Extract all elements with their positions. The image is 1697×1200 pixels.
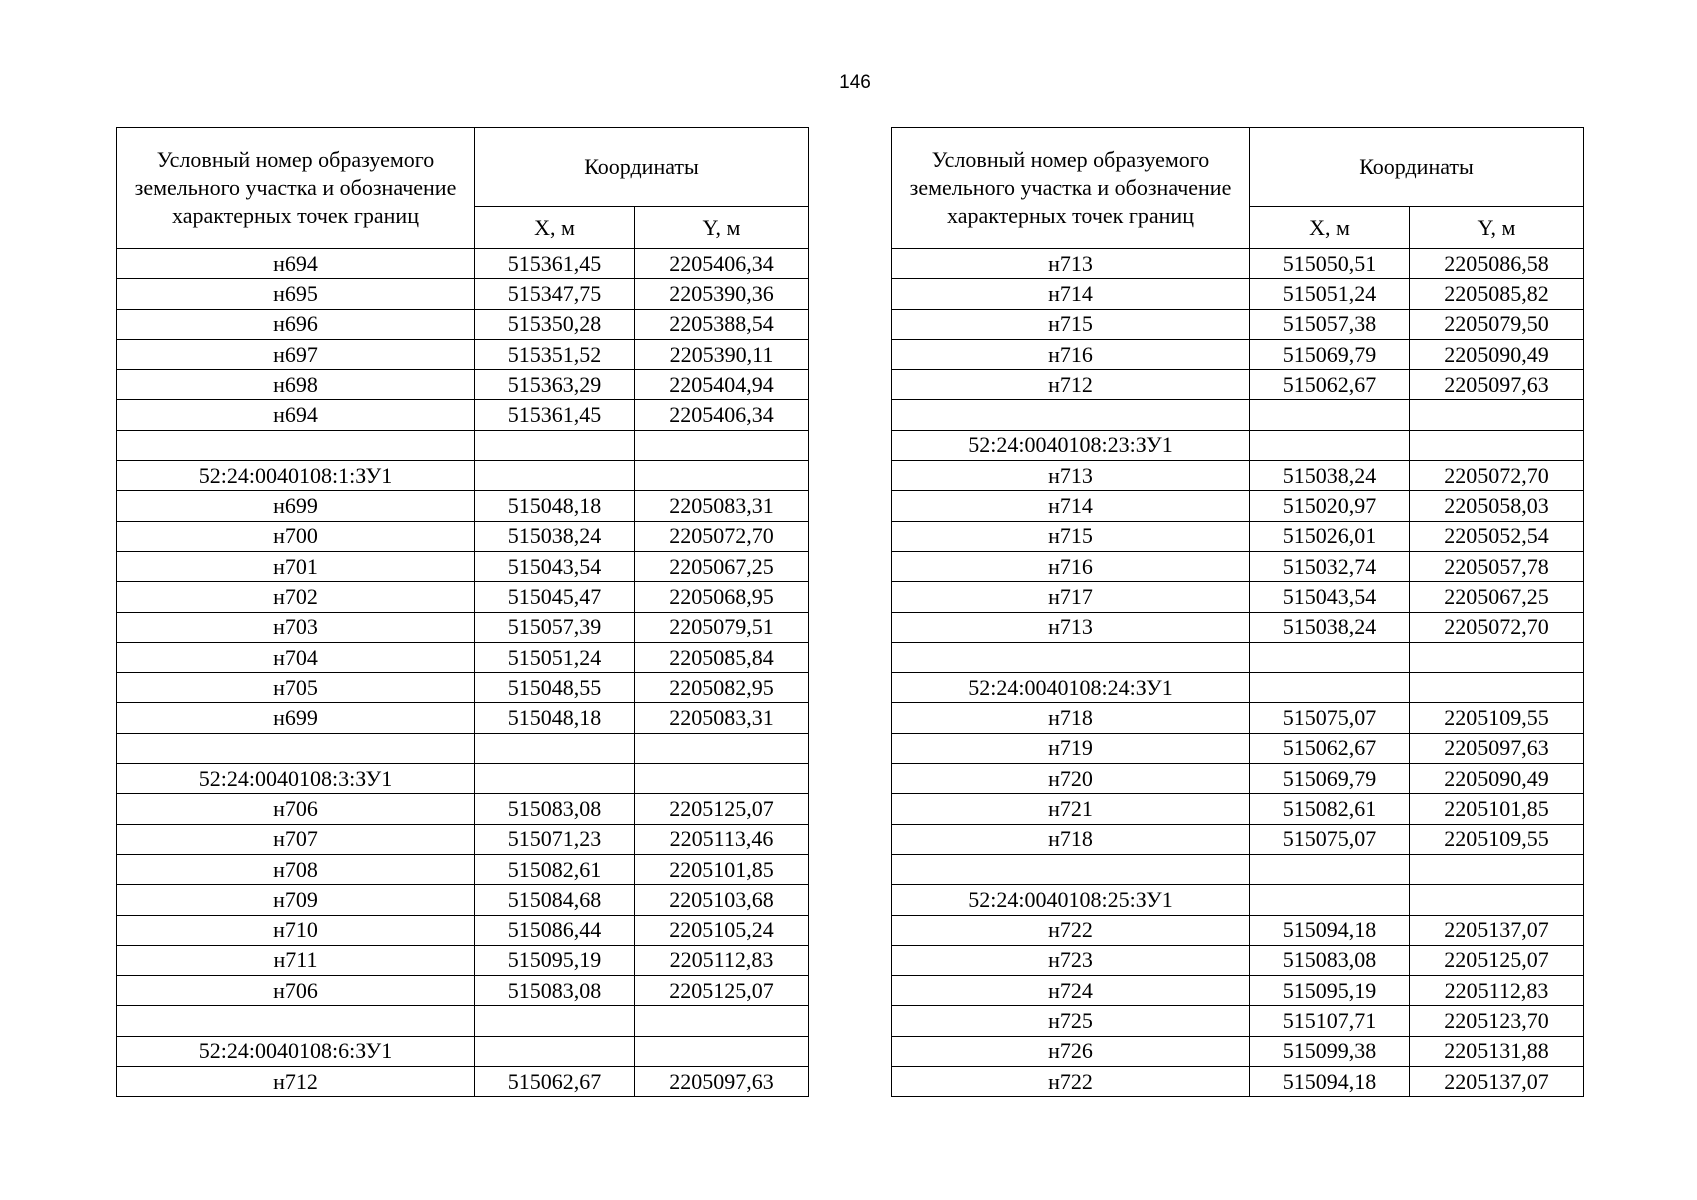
coordinates-table-left — [116, 127, 809, 1097]
point-label-cell: н723 — [892, 945, 1250, 975]
x-coordinate-cell — [1250, 642, 1410, 672]
point-label-cell: н712 — [117, 1067, 475, 1097]
point-label-cell: н696 — [117, 309, 475, 339]
table-row — [117, 764, 809, 794]
y-coordinate-cell: 2205112,83 — [1410, 976, 1584, 1006]
point-label-cell: 52:24:0040108:6:ЗУ1 — [117, 1036, 475, 1066]
x-coordinate-cell: 515084,68 — [475, 885, 635, 915]
y-coordinate-cell: 2205097,63 — [1410, 733, 1584, 763]
table-row — [892, 370, 1584, 400]
page-number: 146 — [839, 72, 871, 93]
x-coordinate-cell: 515351,52 — [475, 339, 635, 369]
table-row — [892, 521, 1584, 551]
x-coordinate-cell: 515095,19 — [475, 945, 635, 975]
point-label-cell: н699 — [117, 491, 475, 521]
x-coordinate-cell: 515043,54 — [1250, 582, 1410, 612]
table-row — [117, 703, 809, 733]
y-coordinate-cell — [635, 1006, 809, 1036]
table-row — [117, 521, 809, 551]
y-coordinate-cell: 2205067,25 — [1410, 582, 1584, 612]
point-label-cell: н720 — [892, 764, 1250, 794]
point-label-cell: н710 — [117, 915, 475, 945]
y-coordinate-cell: 2205097,63 — [1410, 370, 1584, 400]
x-coordinate-cell: 515350,28 — [475, 309, 635, 339]
table-row — [892, 915, 1584, 945]
y-coordinate-cell: 2205067,25 — [635, 551, 809, 581]
y-coordinate-cell: 2205123,70 — [1410, 1006, 1584, 1036]
x-coordinate-cell: 515094,18 — [1250, 1067, 1410, 1097]
table-row — [117, 370, 809, 400]
point-label-cell: н722 — [892, 915, 1250, 945]
point-label-cell — [117, 1006, 475, 1036]
y-coordinate-cell: 2205072,70 — [635, 521, 809, 551]
x-coordinate-cell: 515363,29 — [475, 370, 635, 400]
point-label-cell: н714 — [892, 491, 1250, 521]
table-row — [892, 461, 1584, 491]
x-coordinate-cell: 515083,08 — [1250, 945, 1410, 975]
y-coordinate-cell: 2205083,31 — [635, 491, 809, 521]
point-label-cell: н698 — [117, 370, 475, 400]
header-y: Y, м — [635, 207, 809, 249]
y-coordinate-cell: 2205404,94 — [635, 370, 809, 400]
point-label-cell: н713 — [892, 612, 1250, 642]
y-coordinate-cell: 2205109,55 — [1410, 824, 1584, 854]
table-row — [892, 491, 1584, 521]
table-row — [117, 915, 809, 945]
y-coordinate-cell — [635, 764, 809, 794]
table-row — [892, 885, 1584, 915]
x-coordinate-cell: 515095,19 — [1250, 976, 1410, 1006]
point-label-cell: н717 — [892, 582, 1250, 612]
table-row — [117, 249, 809, 279]
x-coordinate-cell: 515048,18 — [475, 491, 635, 521]
table-row — [117, 612, 809, 642]
x-coordinate-cell: 515107,71 — [1250, 1006, 1410, 1036]
y-coordinate-cell: 2205085,82 — [1410, 279, 1584, 309]
y-coordinate-cell: 2205072,70 — [1410, 612, 1584, 642]
x-coordinate-cell: 515062,67 — [1250, 733, 1410, 763]
y-coordinate-cell: 2205079,50 — [1410, 309, 1584, 339]
point-label-cell: н724 — [892, 976, 1250, 1006]
table-row — [892, 612, 1584, 642]
table-row — [117, 733, 809, 763]
x-coordinate-cell: 515094,18 — [1250, 915, 1410, 945]
table-row — [892, 794, 1584, 824]
point-label-cell: н709 — [117, 885, 475, 915]
point-label-cell: н714 — [892, 279, 1250, 309]
point-label-cell: н697 — [117, 339, 475, 369]
header-point-label: Условный номер образуемого земельного участка и обозначение характерных точек границ — [892, 128, 1250, 249]
table-row — [892, 945, 1584, 975]
header-x: X, м — [475, 207, 635, 249]
table-row — [117, 945, 809, 975]
y-coordinate-cell: 2205068,95 — [635, 582, 809, 612]
point-label-cell: н694 — [117, 400, 475, 430]
x-coordinate-cell: 515075,07 — [1250, 824, 1410, 854]
x-coordinate-cell: 515032,74 — [1250, 551, 1410, 581]
y-coordinate-cell: 2205406,34 — [635, 249, 809, 279]
y-coordinate-cell — [635, 430, 809, 460]
table-row — [117, 642, 809, 672]
point-label-cell: н713 — [892, 249, 1250, 279]
point-label-cell: н695 — [117, 279, 475, 309]
x-coordinate-cell: 515043,54 — [475, 551, 635, 581]
y-coordinate-cell: 2205057,78 — [1410, 551, 1584, 581]
point-label-cell — [892, 400, 1250, 430]
y-coordinate-cell — [1410, 642, 1584, 672]
point-label-cell — [892, 642, 1250, 672]
x-coordinate-cell — [1250, 854, 1410, 884]
table-row — [117, 1006, 809, 1036]
table-row — [892, 1067, 1584, 1097]
y-coordinate-cell: 2205103,68 — [635, 885, 809, 915]
y-coordinate-cell — [635, 461, 809, 491]
table-row — [892, 673, 1584, 703]
table-row — [892, 1006, 1584, 1036]
x-coordinate-cell: 515069,79 — [1250, 764, 1410, 794]
y-coordinate-cell: 2205109,55 — [1410, 703, 1584, 733]
y-coordinate-cell: 2205113,46 — [635, 824, 809, 854]
header-coordinates: Координаты — [1250, 128, 1584, 207]
point-label-cell: н702 — [117, 582, 475, 612]
point-label-cell — [892, 854, 1250, 884]
y-coordinate-cell: 2205112,83 — [635, 945, 809, 975]
point-label-cell: н706 — [117, 976, 475, 1006]
y-coordinate-cell — [1410, 885, 1584, 915]
y-coordinate-cell: 2205052,54 — [1410, 521, 1584, 551]
table-row — [892, 764, 1584, 794]
x-coordinate-cell: 515361,45 — [475, 249, 635, 279]
table-row — [892, 430, 1584, 460]
x-coordinate-cell: 515083,08 — [475, 976, 635, 1006]
x-coordinate-cell: 515038,24 — [1250, 461, 1410, 491]
y-coordinate-cell: 2205137,07 — [1410, 915, 1584, 945]
y-coordinate-cell: 2205125,07 — [635, 794, 809, 824]
y-coordinate-cell — [1410, 854, 1584, 884]
header-y: Y, м — [1410, 207, 1584, 249]
x-coordinate-cell: 515051,24 — [1250, 279, 1410, 309]
x-coordinate-cell — [1250, 885, 1410, 915]
table-row — [892, 339, 1584, 369]
x-coordinate-cell: 515051,24 — [475, 642, 635, 672]
point-label-cell: н716 — [892, 551, 1250, 581]
x-coordinate-cell: 515048,18 — [475, 703, 635, 733]
table-row — [117, 339, 809, 369]
x-coordinate-cell: 515020,97 — [1250, 491, 1410, 521]
table-row — [892, 703, 1584, 733]
y-coordinate-cell: 2205390,11 — [635, 339, 809, 369]
point-label-cell: н721 — [892, 794, 1250, 824]
header-coordinates: Координаты — [475, 128, 809, 207]
x-coordinate-cell: 515050,51 — [1250, 249, 1410, 279]
point-label-cell: н711 — [117, 945, 475, 975]
point-label-cell: н722 — [892, 1067, 1250, 1097]
table-row — [117, 582, 809, 612]
table-row — [117, 794, 809, 824]
point-label-cell: н725 — [892, 1006, 1250, 1036]
x-coordinate-cell — [1250, 400, 1410, 430]
y-coordinate-cell: 2205072,70 — [1410, 461, 1584, 491]
x-coordinate-cell — [475, 764, 635, 794]
point-label-cell: н705 — [117, 673, 475, 703]
x-coordinate-cell — [475, 430, 635, 460]
table-row — [117, 854, 809, 884]
point-label-cell: 52:24:0040108:3:ЗУ1 — [117, 764, 475, 794]
y-coordinate-cell — [1410, 673, 1584, 703]
y-coordinate-cell: 2205083,31 — [635, 703, 809, 733]
y-coordinate-cell — [1410, 400, 1584, 430]
y-coordinate-cell: 2205101,85 — [1410, 794, 1584, 824]
y-coordinate-cell: 2205086,58 — [1410, 249, 1584, 279]
point-label-cell: 52:24:0040108:24:ЗУ1 — [892, 673, 1250, 703]
point-label-cell: н712 — [892, 370, 1250, 400]
coordinates-table-right — [891, 127, 1584, 1097]
point-label-cell: н716 — [892, 339, 1250, 369]
table-row — [892, 582, 1584, 612]
y-coordinate-cell: 2205101,85 — [635, 854, 809, 884]
table-row — [117, 1036, 809, 1066]
table-row — [117, 279, 809, 309]
x-coordinate-cell: 515062,67 — [1250, 370, 1410, 400]
table-row — [892, 824, 1584, 854]
table-row — [117, 885, 809, 915]
table-row — [117, 824, 809, 854]
point-label-cell: 52:24:0040108:1:ЗУ1 — [117, 461, 475, 491]
y-coordinate-cell: 2205390,36 — [635, 279, 809, 309]
point-label-cell: н706 — [117, 794, 475, 824]
table-row — [892, 854, 1584, 884]
table-row — [117, 309, 809, 339]
y-coordinate-cell: 2205137,07 — [1410, 1067, 1584, 1097]
y-coordinate-cell: 2205079,51 — [635, 612, 809, 642]
point-label-cell: 52:24:0040108:25:ЗУ1 — [892, 885, 1250, 915]
y-coordinate-cell: 2205125,07 — [1410, 945, 1584, 975]
header-point-label: Условный номер образуемого земельного участка и обозначение характерных точек границ — [117, 128, 475, 249]
point-label-cell: н719 — [892, 733, 1250, 763]
x-coordinate-cell: 515361,45 — [475, 400, 635, 430]
point-label-cell: н715 — [892, 309, 1250, 339]
point-label-cell: н708 — [117, 854, 475, 884]
point-label-cell: н718 — [892, 824, 1250, 854]
table-row — [117, 673, 809, 703]
x-coordinate-cell — [475, 1036, 635, 1066]
y-coordinate-cell: 2205082,95 — [635, 673, 809, 703]
header-x: X, м — [1250, 207, 1410, 249]
table-row — [892, 279, 1584, 309]
x-coordinate-cell: 515026,01 — [1250, 521, 1410, 551]
point-label-cell: н704 — [117, 642, 475, 672]
table-row — [117, 551, 809, 581]
x-coordinate-cell: 515086,44 — [475, 915, 635, 945]
point-label-cell: 52:24:0040108:23:ЗУ1 — [892, 430, 1250, 460]
point-label-cell: н715 — [892, 521, 1250, 551]
point-label-cell — [117, 733, 475, 763]
table-row — [117, 461, 809, 491]
table-row — [117, 430, 809, 460]
point-label-cell: н707 — [117, 824, 475, 854]
point-label-cell: н703 — [117, 612, 475, 642]
table-row — [892, 249, 1584, 279]
point-label-cell — [117, 430, 475, 460]
table-row — [117, 1067, 809, 1097]
x-coordinate-cell: 515057,38 — [1250, 309, 1410, 339]
y-coordinate-cell — [635, 1036, 809, 1066]
table-row — [892, 551, 1584, 581]
x-coordinate-cell: 515045,47 — [475, 582, 635, 612]
y-coordinate-cell — [635, 733, 809, 763]
table-row — [117, 491, 809, 521]
x-coordinate-cell: 515082,61 — [1250, 794, 1410, 824]
x-coordinate-cell: 515083,08 — [475, 794, 635, 824]
x-coordinate-cell — [1250, 430, 1410, 460]
x-coordinate-cell: 515347,75 — [475, 279, 635, 309]
table-row — [892, 400, 1584, 430]
y-coordinate-cell: 2205105,24 — [635, 915, 809, 945]
y-coordinate-cell: 2205097,63 — [635, 1067, 809, 1097]
y-coordinate-cell — [1410, 430, 1584, 460]
point-label-cell: н700 — [117, 521, 475, 551]
x-coordinate-cell — [475, 461, 635, 491]
table-row — [892, 642, 1584, 672]
y-coordinate-cell: 2205406,34 — [635, 400, 809, 430]
x-coordinate-cell — [1250, 673, 1410, 703]
table-row — [892, 309, 1584, 339]
y-coordinate-cell: 2205388,54 — [635, 309, 809, 339]
table-row — [117, 400, 809, 430]
point-label-cell: н718 — [892, 703, 1250, 733]
y-coordinate-cell: 2205085,84 — [635, 642, 809, 672]
point-label-cell: н694 — [117, 249, 475, 279]
y-coordinate-cell: 2205125,07 — [635, 976, 809, 1006]
point-label-cell: н701 — [117, 551, 475, 581]
point-label-cell: н713 — [892, 461, 1250, 491]
x-coordinate-cell: 515071,23 — [475, 824, 635, 854]
table-row — [892, 976, 1584, 1006]
x-coordinate-cell: 515099,38 — [1250, 1036, 1410, 1066]
x-coordinate-cell: 515075,07 — [1250, 703, 1410, 733]
x-coordinate-cell — [475, 1006, 635, 1036]
x-coordinate-cell: 515062,67 — [475, 1067, 635, 1097]
y-coordinate-cell: 2205090,49 — [1410, 339, 1584, 369]
y-coordinate-cell: 2205131,88 — [1410, 1036, 1584, 1066]
x-coordinate-cell: 515082,61 — [475, 854, 635, 884]
x-coordinate-cell: 515057,39 — [475, 612, 635, 642]
table-row — [892, 1036, 1584, 1066]
x-coordinate-cell: 515038,24 — [475, 521, 635, 551]
x-coordinate-cell: 515038,24 — [1250, 612, 1410, 642]
point-label-cell: н726 — [892, 1036, 1250, 1066]
y-coordinate-cell: 2205090,49 — [1410, 764, 1584, 794]
y-coordinate-cell: 2205058,03 — [1410, 491, 1584, 521]
x-coordinate-cell — [475, 733, 635, 763]
table-row — [892, 733, 1584, 763]
point-label-cell: н699 — [117, 703, 475, 733]
x-coordinate-cell: 515048,55 — [475, 673, 635, 703]
table-row — [117, 976, 809, 1006]
x-coordinate-cell: 515069,79 — [1250, 339, 1410, 369]
